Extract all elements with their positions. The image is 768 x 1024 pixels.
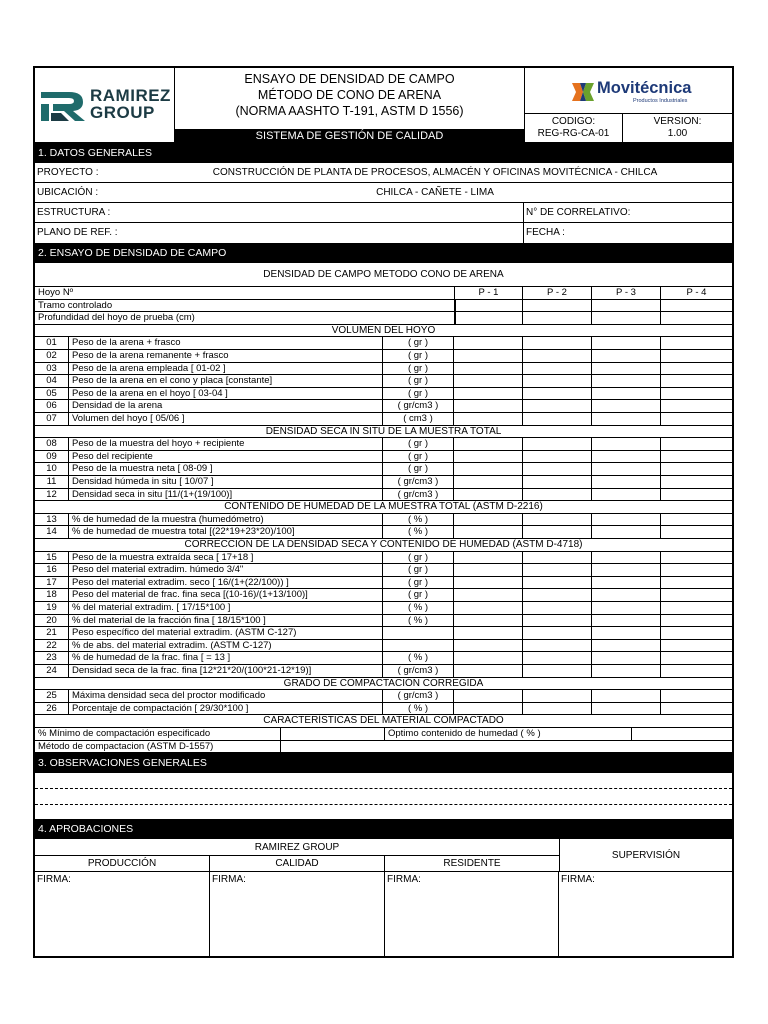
quality-system-banner: SISTEMA DE GESTIÓN DE CALIDAD bbox=[175, 129, 524, 143]
row-number: 07 bbox=[35, 413, 69, 425]
observations-area[interactable] bbox=[35, 773, 732, 819]
value-cell-p2[interactable] bbox=[523, 463, 592, 475]
form-title bbox=[175, 68, 525, 143]
row-unit: ( % ) bbox=[382, 615, 454, 627]
value-cell-p4[interactable] bbox=[661, 627, 732, 639]
value-cell-p1[interactable] bbox=[454, 703, 523, 715]
row-unit: ( gr ) bbox=[382, 463, 454, 475]
value-cell-p3[interactable] bbox=[592, 602, 661, 614]
section-hole-volume: VOLUMEN DEL HOYO bbox=[35, 325, 732, 338]
value-cell-p3[interactable] bbox=[592, 350, 661, 362]
row-unit: ( % ) bbox=[382, 703, 454, 715]
section-observations: 3. OBSERVACIONES GENERALES bbox=[35, 753, 732, 773]
production-signature[interactable]: FIRMA: bbox=[35, 872, 210, 956]
row-number: 08 bbox=[35, 438, 69, 450]
row-number: 19 bbox=[35, 602, 69, 614]
code-label: CODIGO: bbox=[551, 116, 596, 127]
row-number: 23 bbox=[35, 652, 69, 664]
value-cell-p1[interactable] bbox=[454, 589, 523, 601]
movitecnica-logo bbox=[525, 68, 732, 114]
row-description: Densidad seca de la frac. fina [12*21*20/(100*21-12*19)] bbox=[72, 665, 312, 676]
row-unit bbox=[382, 640, 454, 652]
title-line-3: (NORMA AASHTO T-191, ASTM D 1556) bbox=[235, 104, 464, 118]
title-line-1: ENSAYO DE DENSIDAD DE CAMPO bbox=[244, 72, 455, 86]
test-row bbox=[35, 577, 732, 590]
point-header-p4: P - 4 bbox=[686, 287, 707, 298]
row-unit: ( gr ) bbox=[382, 337, 454, 349]
value-cell-p2[interactable] bbox=[523, 438, 592, 450]
value-cell-p1[interactable] bbox=[454, 526, 523, 538]
value-cell-p1[interactable] bbox=[454, 463, 523, 475]
value-cell-p3[interactable] bbox=[592, 388, 661, 400]
section-dry-density: DENSIDAD SECA IN SITU DE LA MUESTRA TOTAL bbox=[35, 426, 732, 439]
value-cell-p2[interactable] bbox=[523, 640, 592, 652]
row-unit: ( gr ) bbox=[382, 451, 454, 463]
value-cell-p2[interactable] bbox=[523, 602, 592, 614]
test-row bbox=[35, 438, 732, 451]
row-unit: ( gr/cm3 ) bbox=[382, 489, 454, 501]
row-unit: ( gr/cm3 ) bbox=[382, 690, 454, 702]
row-unit: ( gr ) bbox=[382, 589, 454, 601]
row-unit bbox=[382, 627, 454, 639]
value-cell-p1[interactable] bbox=[454, 690, 523, 702]
ramirez-logo bbox=[35, 68, 175, 143]
row-description: Peso de la muestra del hoyo + recipiente bbox=[72, 438, 245, 450]
row-description: Densidad de la arena bbox=[72, 400, 163, 412]
value-cell-p2[interactable] bbox=[523, 451, 592, 463]
row-unit: ( gr ) bbox=[382, 438, 454, 450]
ramirez-logo-icon bbox=[39, 88, 91, 124]
row-unit: ( gr ) bbox=[382, 363, 454, 375]
value-cell-p3[interactable] bbox=[592, 552, 661, 564]
row-description: Densidad seca in situ [11/(1+(19/100)] bbox=[72, 488, 233, 500]
row-description: % de abs. del material extradim. (ASTM C-127) bbox=[72, 639, 272, 651]
value-cell-p1[interactable] bbox=[454, 451, 523, 463]
value-cell-p2[interactable] bbox=[523, 627, 592, 639]
test-row bbox=[35, 514, 732, 527]
value-cell-p4[interactable] bbox=[661, 350, 732, 362]
value-cell-p3[interactable] bbox=[592, 703, 661, 715]
project-row bbox=[35, 163, 732, 183]
value-cell-p3[interactable] bbox=[592, 476, 661, 488]
movitecnica-tagline: Productos Industriales bbox=[633, 98, 688, 104]
row-unit: ( gr/cm3 ) bbox=[382, 476, 454, 488]
row-number: 04 bbox=[35, 375, 69, 387]
value-cell-p1[interactable] bbox=[454, 489, 523, 501]
value-cell-p4[interactable] bbox=[661, 703, 732, 715]
value-cell-p4[interactable] bbox=[661, 640, 732, 652]
row-number: 18 bbox=[35, 589, 69, 601]
row-description: Peso del material extradim. seco [ 16/(1+(22/100)) ] bbox=[72, 576, 289, 588]
test-row bbox=[35, 640, 732, 653]
value-cell-p1[interactable] bbox=[454, 413, 523, 425]
row-description: Peso del recipiente bbox=[72, 450, 153, 462]
row-description: Peso específico del material extradim. (ASTM C-127) bbox=[72, 627, 297, 639]
section-approvals: 4. APROBACIONES bbox=[35, 819, 732, 839]
table-title: DENSIDAD DE CAMPO METODO CONO DE ARENA bbox=[35, 263, 732, 287]
value-cell-p2[interactable] bbox=[523, 388, 592, 400]
row-description: % de humedad de muestra total [(22*19+23*20)/100] bbox=[72, 526, 295, 538]
value-cell-p1[interactable] bbox=[454, 388, 523, 400]
row-description: Peso del material extradim. húmedo 3/4" bbox=[72, 564, 244, 576]
value-cell-p4[interactable] bbox=[661, 552, 732, 564]
row-description: Volumen del hoyo [ 05/06 ] bbox=[72, 413, 185, 424]
value-cell-p3[interactable] bbox=[592, 526, 661, 538]
value-cell-p2[interactable] bbox=[523, 363, 592, 375]
quality-signature[interactable]: FIRMA: bbox=[210, 872, 385, 956]
section-correction: CORRECCIÓN DE LA DENSIDAD SECA Y CONTENIDO DE HUMEDAD (ASTM D-4718) bbox=[35, 539, 732, 552]
version-label: VERSION: bbox=[653, 116, 702, 127]
value-cell-p1[interactable] bbox=[454, 627, 523, 639]
section-material-characteristics: CARACTERÍSTICAS DEL MATERIAL COMPACTADO bbox=[35, 715, 732, 728]
row-unit: ( gr ) bbox=[382, 350, 454, 362]
test-row bbox=[35, 363, 732, 376]
production-header: PRODUCCIÓN bbox=[35, 856, 210, 872]
section-general-data: 1. DATOS GENERALES bbox=[35, 143, 732, 163]
value-cell-p1[interactable] bbox=[454, 300, 523, 312]
hole-number-label: Hoyo Nº bbox=[38, 287, 74, 298]
value-cell-p1[interactable] bbox=[454, 438, 523, 450]
structure-label: ESTRUCTURA : bbox=[37, 207, 111, 218]
value-cell-p1[interactable] bbox=[454, 350, 523, 362]
value-cell-p1[interactable] bbox=[454, 312, 523, 324]
test-row bbox=[35, 652, 732, 665]
correlative-label: N° DE CORRELATIVO: bbox=[526, 207, 631, 218]
point-header-p2: P - 2 bbox=[523, 287, 592, 299]
location-value[interactable]: CHILCA - CAÑETE - LIMA bbox=[376, 187, 494, 198]
row-description: % del material de la fracción fina [ 18/15*100 ] bbox=[72, 614, 266, 626]
value-cell-p2[interactable] bbox=[523, 514, 592, 526]
value-cell-p4[interactable] bbox=[661, 652, 732, 664]
row-number: 06 bbox=[35, 400, 69, 412]
row-description: % de humedad de la frac. fina [ = 13 ] bbox=[72, 652, 231, 664]
value-cell-p3[interactable] bbox=[592, 627, 661, 639]
value-cell-p4[interactable] bbox=[661, 300, 732, 312]
supervision-signature[interactable]: FIRMA: bbox=[561, 874, 595, 886]
value-cell-p3[interactable] bbox=[592, 463, 661, 475]
row-description: % del material extradim. [ 17/15*100 ] bbox=[72, 602, 231, 613]
value-cell-p1[interactable] bbox=[454, 363, 523, 375]
row-description: Peso de la muestra extraída seca [ 17+18 ] bbox=[72, 551, 254, 563]
test-row bbox=[35, 388, 732, 401]
row-description: Peso de la arena en el hoyo [ 03-04 ] bbox=[72, 387, 228, 399]
company-name-line2: GROUP bbox=[90, 103, 155, 122]
value-cell-p3[interactable] bbox=[592, 652, 661, 664]
row-number: 25 bbox=[35, 690, 69, 702]
version-value: 1.00 bbox=[667, 128, 688, 139]
client-block bbox=[525, 68, 732, 143]
value-cell-p2[interactable] bbox=[523, 312, 592, 324]
plan-row bbox=[35, 223, 732, 243]
value-cell-p2[interactable] bbox=[523, 652, 592, 664]
test-row bbox=[35, 526, 732, 539]
row-number: 11 bbox=[35, 476, 69, 488]
row-number: 16 bbox=[35, 564, 69, 576]
value-cell-p4[interactable] bbox=[661, 363, 732, 375]
value-cell-p1[interactable] bbox=[454, 652, 523, 664]
row-unit: ( % ) bbox=[382, 602, 454, 614]
value-cell-p3[interactable] bbox=[592, 400, 661, 412]
test-row bbox=[35, 489, 732, 502]
hole-header-row bbox=[35, 287, 732, 300]
value-cell-p3[interactable] bbox=[592, 665, 661, 677]
characteristics-row-2 bbox=[35, 741, 732, 754]
value-cell-p3[interactable] bbox=[592, 640, 661, 652]
row-unit: ( gr ) bbox=[382, 564, 454, 576]
value-cell-p4[interactable] bbox=[661, 375, 732, 387]
test-row bbox=[35, 476, 732, 489]
tramo-row bbox=[35, 300, 732, 313]
value-cell-p4[interactable] bbox=[661, 438, 732, 450]
compaction-method-field[interactable] bbox=[280, 741, 732, 753]
value-cell-p2[interactable] bbox=[523, 300, 592, 312]
quality-header: CALIDAD bbox=[210, 856, 385, 872]
row-number: 09 bbox=[35, 451, 69, 463]
value-cell-p4[interactable] bbox=[661, 312, 732, 324]
value-cell-p4[interactable] bbox=[661, 463, 732, 475]
test-row bbox=[35, 690, 732, 703]
test-row bbox=[35, 350, 732, 363]
section-moisture: CONTENIDO DE HUMEDAD DE LA MUESTRA TOTAL (ASTM D-2216) bbox=[35, 501, 732, 514]
row-number: 17 bbox=[35, 577, 69, 589]
value-cell-p4[interactable] bbox=[661, 564, 732, 576]
section-field-density: 2. ENSAYO DE DENSIDAD DE CAMPO bbox=[35, 243, 732, 263]
resident-signature[interactable]: FIRMA: bbox=[385, 872, 559, 956]
point-header-p3: P - 3 bbox=[592, 287, 661, 299]
row-number: 15 bbox=[35, 552, 69, 564]
value-cell-p4[interactable] bbox=[661, 476, 732, 488]
row-number: 24 bbox=[35, 665, 69, 677]
row-description: Peso de la muestra neta [ 08-09 ] bbox=[72, 463, 213, 475]
value-cell-p2[interactable] bbox=[523, 489, 592, 501]
value-cell-p1[interactable] bbox=[454, 640, 523, 652]
row-unit: ( cm3 ) bbox=[382, 413, 454, 425]
movitecnica-name: Movitécnica bbox=[597, 79, 692, 97]
value-cell-p2[interactable] bbox=[523, 589, 592, 601]
row-number: 22 bbox=[35, 640, 69, 652]
value-cell-p3[interactable] bbox=[592, 451, 661, 463]
characteristics-row-1 bbox=[35, 728, 732, 741]
row-description: Peso de la arena remanente + frasco bbox=[72, 350, 229, 361]
value-cell-p1[interactable] bbox=[454, 337, 523, 349]
test-row bbox=[35, 552, 732, 565]
value-cell-p2[interactable] bbox=[523, 615, 592, 627]
row-description: Porcentaje de compactación [ 29/30*100 ] bbox=[72, 702, 249, 714]
row-description: Densidad húmeda in situ [ 10/07 ] bbox=[72, 476, 214, 487]
structure-row bbox=[35, 203, 732, 223]
value-cell-p3[interactable] bbox=[592, 363, 661, 375]
value-cell-p2[interactable] bbox=[523, 665, 592, 677]
project-label: PROYECTO : bbox=[37, 167, 99, 178]
value-cell-p2[interactable] bbox=[523, 476, 592, 488]
ramirez-group-header: RAMIREZ GROUP bbox=[35, 839, 559, 856]
row-description: Peso de la arena empleada [ 01-02 ] bbox=[72, 362, 226, 374]
value-cell-p2[interactable] bbox=[523, 375, 592, 387]
location-row bbox=[35, 183, 732, 203]
optimum-moisture-field[interactable] bbox=[631, 728, 732, 740]
row-number: 20 bbox=[35, 615, 69, 627]
document-codes bbox=[525, 114, 732, 143]
value-cell-p4[interactable] bbox=[661, 690, 732, 702]
value-cell-p4[interactable] bbox=[661, 615, 732, 627]
value-cell-p4[interactable] bbox=[661, 577, 732, 589]
row-number: 13 bbox=[35, 514, 69, 526]
value-cell-p2[interactable] bbox=[523, 350, 592, 362]
value-cell-p4[interactable] bbox=[661, 388, 732, 400]
compaction-method-label: Método de compactacion (ASTM D-1557) bbox=[38, 740, 214, 752]
value-cell-p1[interactable] bbox=[454, 375, 523, 387]
value-cell-p1[interactable] bbox=[454, 577, 523, 589]
test-row bbox=[35, 400, 732, 413]
row-description: Peso del material de frac. fina seca [(10-16)/(1+13/100)] bbox=[72, 589, 308, 601]
row-unit: ( % ) bbox=[382, 514, 454, 526]
value-cell-p3[interactable] bbox=[592, 337, 661, 349]
row-number: 03 bbox=[35, 363, 69, 375]
test-row bbox=[35, 463, 732, 476]
value-cell-p1[interactable] bbox=[454, 514, 523, 526]
observation-line bbox=[35, 804, 732, 805]
test-row bbox=[35, 451, 732, 464]
min-compaction-field[interactable] bbox=[280, 728, 385, 740]
value-cell-p3[interactable] bbox=[592, 514, 661, 526]
value-cell-p4[interactable] bbox=[661, 526, 732, 538]
test-row bbox=[35, 589, 732, 602]
value-cell-p3[interactable] bbox=[592, 312, 661, 324]
row-number: 10 bbox=[35, 463, 69, 475]
value-cell-p4[interactable] bbox=[661, 665, 732, 677]
value-cell-p1[interactable] bbox=[454, 476, 523, 488]
value-cell-p3[interactable] bbox=[592, 438, 661, 450]
project-value[interactable]: CONSTRUCCIÓN DE PLANTA DE PROCESOS, ALMACÉN Y OFICINAS MOVITÉCNICA - CHILCA bbox=[212, 167, 658, 178]
row-unit: ( gr/cm3 ) bbox=[382, 665, 454, 677]
code-value: REG-RG-CA-01 bbox=[537, 128, 610, 139]
test-row bbox=[35, 413, 732, 426]
date-label: FECHA : bbox=[526, 227, 565, 238]
row-unit: ( % ) bbox=[382, 526, 454, 538]
value-cell-p3[interactable] bbox=[592, 690, 661, 702]
value-cell-p4[interactable] bbox=[661, 489, 732, 501]
value-cell-p4[interactable] bbox=[661, 400, 732, 412]
value-cell-p2[interactable] bbox=[523, 564, 592, 576]
resident-header: RESIDENTE bbox=[385, 856, 559, 872]
supervision-header: SUPERVISIÓN bbox=[559, 839, 732, 872]
row-unit: ( gr ) bbox=[382, 552, 454, 564]
row-number: 12 bbox=[35, 489, 69, 501]
company-name-line1: RAMIREZ bbox=[90, 86, 171, 105]
value-cell-p4[interactable] bbox=[661, 451, 732, 463]
value-cell-p2[interactable] bbox=[523, 552, 592, 564]
value-cell-p2[interactable] bbox=[523, 413, 592, 425]
test-row bbox=[35, 703, 732, 716]
value-cell-p1[interactable] bbox=[454, 602, 523, 614]
tramo-label: Tramo controlado bbox=[38, 299, 113, 311]
approvals-table bbox=[35, 839, 732, 956]
value-cell-p2[interactable] bbox=[523, 690, 592, 702]
row-number: 05 bbox=[35, 388, 69, 400]
row-unit: ( gr ) bbox=[382, 388, 454, 400]
value-cell-p2[interactable] bbox=[523, 526, 592, 538]
value-cell-p4[interactable] bbox=[661, 413, 732, 425]
row-unit: ( gr/cm3 ) bbox=[382, 400, 454, 412]
value-cell-p3[interactable] bbox=[592, 413, 661, 425]
value-cell-p3[interactable] bbox=[592, 564, 661, 576]
optimum-moisture-label: Optimo contenido de humedad ( % ) bbox=[388, 728, 541, 739]
value-cell-p4[interactable] bbox=[661, 337, 732, 349]
value-cell-p2[interactable] bbox=[523, 337, 592, 349]
value-cell-p3[interactable] bbox=[592, 375, 661, 387]
value-cell-p3[interactable] bbox=[592, 615, 661, 627]
observation-line bbox=[35, 788, 732, 789]
row-number: 26 bbox=[35, 703, 69, 715]
value-cell-p2[interactable] bbox=[523, 400, 592, 412]
value-cell-p2[interactable] bbox=[523, 577, 592, 589]
depth-row bbox=[35, 312, 732, 325]
row-number: 21 bbox=[35, 627, 69, 639]
value-cell-p1[interactable] bbox=[454, 615, 523, 627]
value-cell-p4[interactable] bbox=[661, 602, 732, 614]
section-compaction-grade: GRADO DE COMPACTACIÓN CORREGIDA bbox=[35, 678, 732, 691]
row-unit: ( gr ) bbox=[382, 375, 454, 387]
value-cell-p2[interactable] bbox=[523, 703, 592, 715]
test-row bbox=[35, 665, 732, 678]
location-label: UBICACIÓN : bbox=[37, 187, 99, 198]
min-compaction-label: % Mínimo de compactación especificado bbox=[38, 728, 211, 739]
row-description: Peso de la arena en el cono y placa [constante] bbox=[72, 375, 273, 387]
value-cell-p4[interactable] bbox=[661, 589, 732, 601]
row-description: Peso de la arena + frasco bbox=[72, 337, 181, 349]
test-row bbox=[35, 564, 732, 577]
value-cell-p3[interactable] bbox=[592, 589, 661, 601]
row-number: 01 bbox=[35, 337, 69, 349]
form-sheet bbox=[33, 66, 734, 958]
movitecnica-logo-icon bbox=[571, 81, 595, 103]
row-unit: ( gr ) bbox=[382, 577, 454, 589]
value-cell-p1[interactable] bbox=[454, 552, 523, 564]
value-cell-p1[interactable] bbox=[454, 400, 523, 412]
form-header bbox=[35, 68, 732, 143]
test-row bbox=[35, 337, 732, 350]
row-description: % de humedad de la muestra (humedómetro) bbox=[72, 513, 264, 525]
value-cell-p1[interactable] bbox=[454, 564, 523, 576]
test-row bbox=[35, 627, 732, 640]
value-cell-p3[interactable] bbox=[592, 489, 661, 501]
test-row bbox=[35, 602, 732, 615]
depth-label: Profundidad del hoyo de prueba (cm) bbox=[38, 312, 195, 324]
test-row bbox=[35, 375, 732, 388]
value-cell-p1[interactable] bbox=[454, 665, 523, 677]
point-header-p1: P - 1 bbox=[454, 287, 523, 299]
title-line-2: MÉTODO DE CONO DE ARENA bbox=[257, 88, 442, 102]
plan-label: PLANO DE REF. : bbox=[37, 227, 118, 238]
row-unit: ( % ) bbox=[382, 652, 454, 664]
value-cell-p3[interactable] bbox=[592, 300, 661, 312]
row-number: 14 bbox=[35, 526, 69, 538]
value-cell-p3[interactable] bbox=[592, 577, 661, 589]
value-cell-p4[interactable] bbox=[661, 514, 732, 526]
row-description: Máxima densidad seca del proctor modificado bbox=[72, 690, 266, 702]
row-number: 02 bbox=[35, 350, 69, 362]
test-row bbox=[35, 615, 732, 628]
